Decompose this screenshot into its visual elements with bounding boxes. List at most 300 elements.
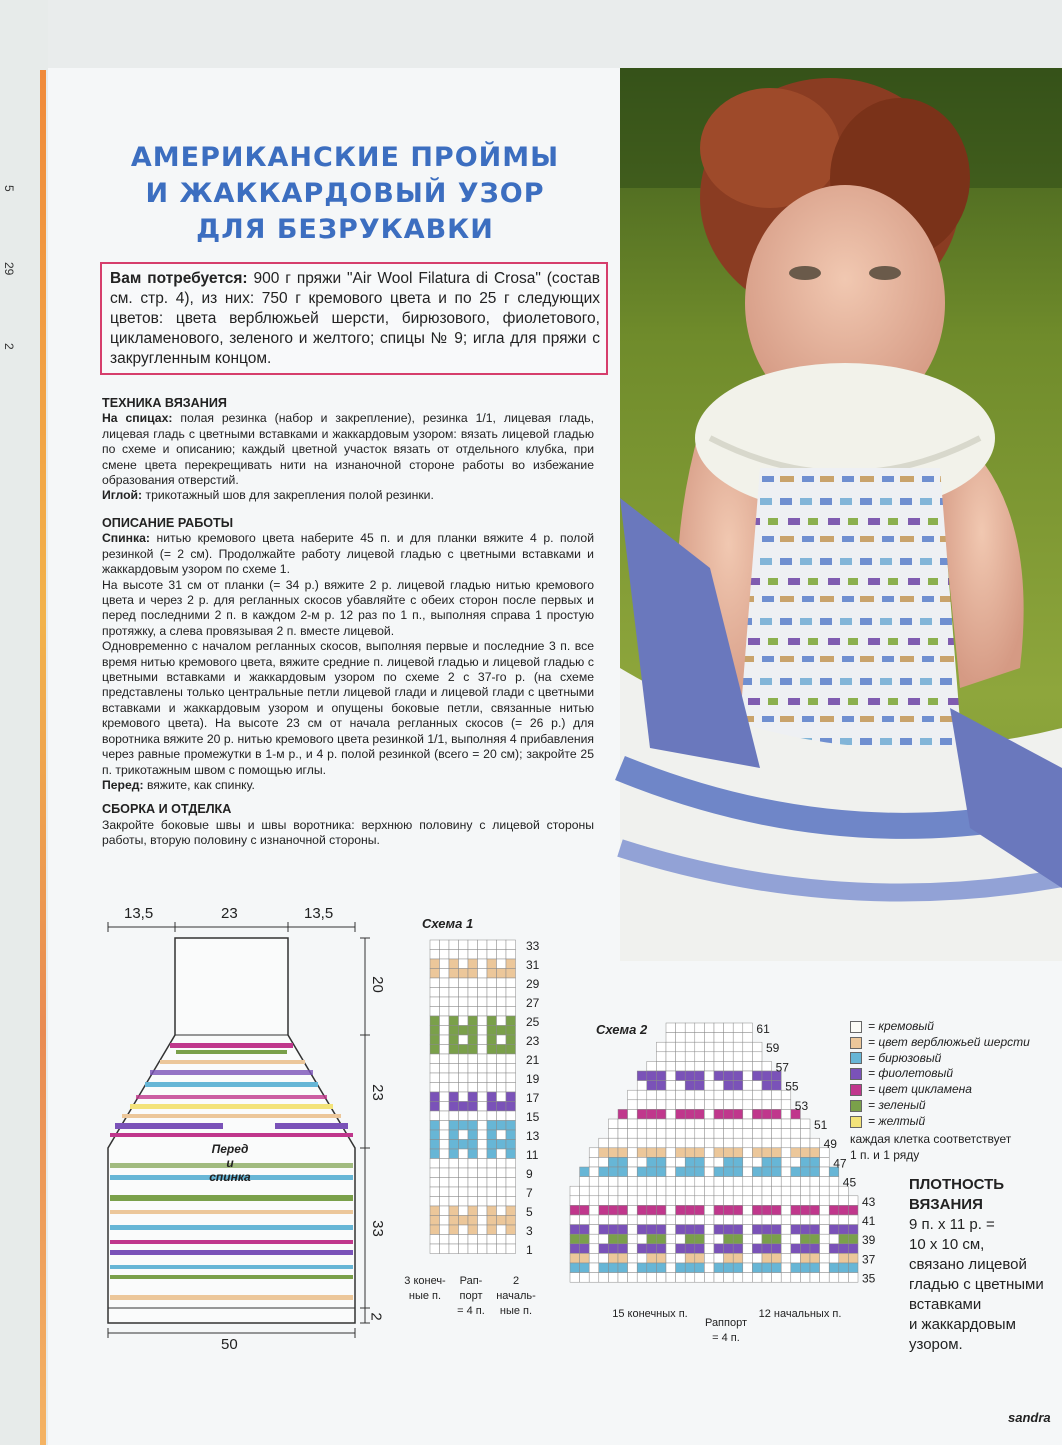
- grid-cell: [478, 1121, 488, 1131]
- grid-cell: [449, 1187, 459, 1197]
- grid-cell: [800, 1263, 810, 1273]
- grid-cell: [497, 1111, 507, 1121]
- grid-cell: [440, 1206, 450, 1216]
- grid-cell: [449, 1130, 459, 1140]
- grid-cell: [599, 1225, 609, 1235]
- grid-cell: [733, 1244, 743, 1254]
- technique-needle: Иглой: трикотажный шов для закрепления полой резинки.: [102, 488, 434, 503]
- color-legend: [850, 1019, 1030, 1163]
- grid-cell: [781, 1234, 791, 1244]
- grid-cell: [695, 1177, 705, 1187]
- grid-cell: [647, 1071, 657, 1081]
- grid-cell: [647, 1081, 657, 1091]
- grid-cell: [752, 1186, 762, 1196]
- grid-cell: [685, 1023, 695, 1033]
- grid-cell: [599, 1253, 609, 1263]
- grid-cell: [449, 988, 459, 998]
- grid-cell: [440, 1159, 450, 1169]
- gauge-section: [909, 1175, 1044, 1355]
- grid-cell: [478, 1007, 488, 1017]
- grid-cell: [781, 1157, 791, 1167]
- grid-cell: [810, 1177, 820, 1187]
- grid-cell: [628, 1253, 638, 1263]
- grid-cell: [618, 1263, 628, 1273]
- grid-cell: [637, 1081, 647, 1091]
- grid-cell: [685, 1109, 695, 1119]
- grid-cell: [733, 1273, 743, 1283]
- grid-cell: [781, 1263, 791, 1273]
- grid-cell: [440, 1130, 450, 1140]
- grid-cell: [478, 1235, 488, 1245]
- grid-cell: [752, 1234, 762, 1244]
- grid-cell: [478, 1073, 488, 1083]
- grid-cell: [733, 1090, 743, 1100]
- grid-cell: [695, 1157, 705, 1167]
- grid-cell: [733, 1023, 743, 1033]
- width-label: 13,5: [304, 905, 334, 922]
- grid-cell: [647, 1186, 657, 1196]
- grid-cell: [487, 978, 497, 988]
- grid-cell: [666, 1138, 676, 1148]
- grid-cell: [589, 1225, 599, 1235]
- grid-cell: [704, 1205, 714, 1215]
- grid-cell: [628, 1234, 638, 1244]
- grid-cell: [791, 1253, 801, 1263]
- grid-cell: [676, 1052, 686, 1062]
- grid-cell: [676, 1196, 686, 1206]
- grid-cell: [589, 1177, 599, 1187]
- grid-cell: [685, 1081, 695, 1091]
- grid-cell: [733, 1215, 743, 1225]
- grid-cell: [570, 1244, 580, 1254]
- grid-cell: [695, 1033, 705, 1043]
- grid-cell: [781, 1215, 791, 1225]
- grid-cell: [743, 1263, 753, 1273]
- grid-cell: [733, 1177, 743, 1187]
- grid-cell: [772, 1215, 782, 1225]
- gauge-line: и жаккардовым: [909, 1316, 1016, 1333]
- grid-cell: [468, 1016, 478, 1026]
- grid-cell: [829, 1273, 839, 1283]
- grid-cell: [608, 1148, 618, 1158]
- grid-cell: [608, 1263, 618, 1273]
- grid-cell: [724, 1109, 734, 1119]
- grid-cell: [685, 1033, 695, 1043]
- grid-cell: [440, 1149, 450, 1159]
- grid-cell: [440, 1007, 450, 1017]
- grid-cell: [676, 1273, 686, 1283]
- grid-cell: [468, 1187, 478, 1197]
- grid-cell: [656, 1138, 666, 1148]
- grid-cell: [676, 1071, 686, 1081]
- grid-cell: [743, 1071, 753, 1081]
- grid-cell: [478, 950, 488, 960]
- grid-cell: [666, 1225, 676, 1235]
- grid-cell: [752, 1042, 762, 1052]
- grid-cell: [656, 1196, 666, 1206]
- grid-cell: [772, 1186, 782, 1196]
- grid-cell: [647, 1100, 657, 1110]
- grid-cell: [714, 1167, 724, 1177]
- schematic-label: Перед и спинка: [209, 1142, 251, 1184]
- grid-cell: [829, 1215, 839, 1225]
- grid-cell: [430, 1007, 440, 1017]
- grid-cell: [449, 1083, 459, 1093]
- grid-cell: [449, 1073, 459, 1083]
- grid-cell: [666, 1167, 676, 1177]
- grid-cell: [647, 1148, 657, 1158]
- grid-cell: [762, 1109, 772, 1119]
- grid-cell: [506, 1102, 516, 1112]
- grid-cell: [829, 1177, 839, 1187]
- grid-cell: [685, 1196, 695, 1206]
- grid-cell: [468, 1178, 478, 1188]
- grid-cell: [506, 1140, 516, 1150]
- grid-cell: [506, 1007, 516, 1017]
- grid-cell: [772, 1225, 782, 1235]
- grid-cell: [733, 1129, 743, 1139]
- grid-cell: [440, 1083, 450, 1093]
- grid-cell: [743, 1033, 753, 1043]
- grid-cell: [772, 1119, 782, 1129]
- grid-cell: [800, 1129, 810, 1139]
- grid-cell: [704, 1052, 714, 1062]
- grid-cell: [618, 1109, 628, 1119]
- grid-cell: [810, 1215, 820, 1225]
- row-number: 5: [526, 1205, 533, 1219]
- grid-cell: [810, 1148, 820, 1158]
- grid-cell: [772, 1167, 782, 1177]
- grid-cell: [506, 1026, 516, 1036]
- grid-cell: [656, 1042, 666, 1052]
- grid-cell: [820, 1253, 830, 1263]
- assembly-heading: СБОРКА И ОТДЕЛКА: [102, 802, 232, 817]
- grid-cell: [608, 1234, 618, 1244]
- grid-cell: [829, 1196, 839, 1206]
- grid-cell: [497, 1235, 507, 1245]
- grid-cell: [487, 1045, 497, 1055]
- grid-cell: [772, 1109, 782, 1119]
- grid-cell: [752, 1177, 762, 1187]
- swatch: [850, 1037, 862, 1049]
- grid-cell: [459, 959, 469, 969]
- grid-cell: [478, 1244, 488, 1254]
- grid-cell: [628, 1167, 638, 1177]
- grid-cell: [459, 1111, 469, 1121]
- grid-cell: [714, 1061, 724, 1071]
- grid-cell: [449, 959, 459, 969]
- grid-cell: [733, 1109, 743, 1119]
- grid-cell: [714, 1033, 724, 1043]
- grid-cell: [791, 1234, 801, 1244]
- grid-cell: [647, 1253, 657, 1263]
- grid-cell: [608, 1215, 618, 1225]
- grid-cell: [752, 1167, 762, 1177]
- description-p2: На высоте 31 см от планки (= 34 р.) вяжите 2 р. лицевой гладью нитью кремового цвета и через 2 р. для регланных скосов убавляйте с обеих сторон после первых и перед последними 2 п. в каждом 2-м р. 12 раз по 1 п., выполняя справа 1 простую протяжку, а слева провязывая 2 п. вместе лицевой.: [102, 577, 594, 638]
- grid-cell: [820, 1234, 830, 1244]
- grid-cell: [497, 940, 507, 950]
- grid-cell: [628, 1148, 638, 1158]
- grid-cell: [800, 1167, 810, 1177]
- grid-cell: [666, 1081, 676, 1091]
- grid-cell: [618, 1177, 628, 1187]
- row-number: 25: [526, 1015, 540, 1029]
- grid-cell: [637, 1129, 647, 1139]
- grid-cell: [676, 1205, 686, 1215]
- grid-cell: [637, 1071, 647, 1081]
- grid-cell: [440, 1197, 450, 1207]
- grid-cell: [430, 1092, 440, 1102]
- legend-item: = фиолетовый: [850, 1066, 1030, 1082]
- grid-cell: [685, 1215, 695, 1225]
- grid-cell: [714, 1081, 724, 1091]
- gauge-line: 9 п. х 11 р. =: [909, 1216, 995, 1233]
- grid-cell: [487, 959, 497, 969]
- grid-cell: [570, 1225, 580, 1235]
- grid-cell: [666, 1042, 676, 1052]
- title-line: И ЖАККАРДОВЫЙ УЗОР: [145, 178, 545, 209]
- grid-cell: [478, 1206, 488, 1216]
- grid-cell: [497, 1130, 507, 1140]
- grid-cell: [781, 1167, 791, 1177]
- grid-cell: [449, 1111, 459, 1121]
- grid-cell: [733, 1253, 743, 1263]
- grid-cell: [459, 1206, 469, 1216]
- grid-cell: [762, 1234, 772, 1244]
- scheme-1-title: Схема 1: [422, 916, 474, 931]
- grid-cell: [762, 1215, 772, 1225]
- grid-cell: [752, 1081, 762, 1091]
- grid-cell: [589, 1157, 599, 1167]
- grid-cell: [743, 1273, 753, 1283]
- grid-cell: [695, 1100, 705, 1110]
- grid-cell: [570, 1234, 580, 1244]
- grid-cell: [478, 1187, 488, 1197]
- grid-cell: [459, 1035, 469, 1045]
- grid-cell: [743, 1244, 753, 1254]
- grid-cell: [714, 1263, 724, 1273]
- grid-cell: [589, 1196, 599, 1206]
- grid-cell: [695, 1023, 705, 1033]
- scheme-2-note-mid: Раппорт = 4 п.: [704, 1317, 748, 1344]
- description-section: [102, 508, 594, 849]
- grid-cell: [714, 1042, 724, 1052]
- grid-cell: [459, 1140, 469, 1150]
- grid-cell: [791, 1129, 801, 1139]
- grid-cell: [724, 1167, 734, 1177]
- grid-cell: [487, 1073, 497, 1083]
- grid-cell: [685, 1061, 695, 1071]
- grid-cell: [589, 1234, 599, 1244]
- grid-cell: [459, 1092, 469, 1102]
- grid-cell: [685, 1167, 695, 1177]
- grid-cell: [468, 988, 478, 998]
- grid-cell: [743, 1196, 753, 1206]
- grid-cell: [459, 1073, 469, 1083]
- grid-cell: [724, 1263, 734, 1273]
- grid-cell: [637, 1253, 647, 1263]
- title-line: ДЛЯ БЕЗРУКАВКИ: [196, 214, 494, 245]
- grid-cell: [704, 1090, 714, 1100]
- grid-cell: [599, 1167, 609, 1177]
- grid-cell: [666, 1061, 676, 1071]
- grid-cell: [733, 1263, 743, 1273]
- grid-cell: [772, 1177, 782, 1187]
- grid-cell: [762, 1138, 772, 1148]
- grid-cell: [487, 988, 497, 998]
- grid-cell: [752, 1244, 762, 1254]
- grid-cell: [752, 1061, 762, 1071]
- grid-cell: [618, 1196, 628, 1206]
- grid-cell: [497, 1064, 507, 1074]
- row-number: 9: [526, 1167, 533, 1181]
- grid-cell: [440, 1225, 450, 1235]
- grid-cell: [647, 1109, 657, 1119]
- grid-cell: [637, 1090, 647, 1100]
- grid-cell: [589, 1215, 599, 1225]
- grid-cell: [724, 1023, 734, 1033]
- grid-cell: [724, 1215, 734, 1225]
- description-front: Перед: вяжите, как спинку.: [102, 777, 255, 792]
- grid-cell: [762, 1205, 772, 1215]
- grid-cell: [772, 1100, 782, 1110]
- grid-cell: [772, 1205, 782, 1215]
- grid-cell: [580, 1186, 590, 1196]
- grid-cell: [733, 1071, 743, 1081]
- grid-cell: [666, 1244, 676, 1254]
- grid-cell: [449, 1007, 459, 1017]
- grid-cell: [497, 978, 507, 988]
- grid-cell: [743, 1129, 753, 1139]
- grid-cell: [666, 1100, 676, 1110]
- grid-cell: [714, 1253, 724, 1263]
- grid-cell: [772, 1273, 782, 1283]
- grid-cell: [772, 1253, 782, 1263]
- grid-cell: [430, 1159, 440, 1169]
- grid-cell: [430, 1149, 440, 1159]
- row-number: 39: [862, 1233, 876, 1248]
- grid-cell: [440, 969, 450, 979]
- grid-cell: [772, 1196, 782, 1206]
- grid-cell: [695, 1138, 705, 1148]
- row-number: 13: [526, 1129, 540, 1143]
- grid-cell: [800, 1196, 810, 1206]
- grid-cell: [676, 1100, 686, 1110]
- grid-cell: [468, 1206, 478, 1216]
- grid-cell: [506, 950, 516, 960]
- grid-cell: [506, 1064, 516, 1074]
- grid-cell: [478, 1168, 488, 1178]
- grid-cell: [628, 1273, 638, 1283]
- grid-cell: [628, 1225, 638, 1235]
- grid-cell: [449, 978, 459, 988]
- grid-cell: [810, 1225, 820, 1235]
- grid-cell: [714, 1138, 724, 1148]
- grid-cell: [733, 1052, 743, 1062]
- grid-cell: [487, 1168, 497, 1178]
- grid-cell: [647, 1225, 657, 1235]
- grid-cell: [618, 1215, 628, 1225]
- grid-cell: [430, 969, 440, 979]
- grid-cell: [497, 1083, 507, 1093]
- scheme-1-note-right: 2 началь- ные п.: [496, 1275, 536, 1317]
- grid-cell: [666, 1109, 676, 1119]
- grid-cell: [772, 1090, 782, 1100]
- grid-cell: [772, 1148, 782, 1158]
- grid-cell: [704, 1100, 714, 1110]
- grid-cell: [506, 1187, 516, 1197]
- grid-cell: [589, 1148, 599, 1158]
- grid-cell: [506, 1083, 516, 1093]
- grid-cell: [637, 1225, 647, 1235]
- grid-cell: [695, 1196, 705, 1206]
- row-number: 47: [833, 1156, 847, 1171]
- grid-cell: [580, 1196, 590, 1206]
- grid-cell: [487, 1092, 497, 1102]
- grid-cell: [449, 1054, 459, 1064]
- grid-cell: [781, 1186, 791, 1196]
- grid-cell: [580, 1177, 590, 1187]
- grid-cell: [459, 1045, 469, 1055]
- grid-cell: [468, 1083, 478, 1093]
- grid-cell: [487, 1244, 497, 1254]
- grid-cell: [752, 1052, 762, 1062]
- grid-cell: [704, 1148, 714, 1158]
- grid-cell: [704, 1263, 714, 1273]
- row-number: 11: [526, 1148, 539, 1162]
- grid-cell: [839, 1215, 849, 1225]
- grid-cell: [791, 1215, 801, 1225]
- grid-cell: [608, 1186, 618, 1196]
- grid-cell: [647, 1273, 657, 1283]
- grid-cell: [449, 1064, 459, 1074]
- grid-cell: [628, 1129, 638, 1139]
- grid-cell: [724, 1148, 734, 1158]
- grid-cell: [656, 1090, 666, 1100]
- grid-cell: [440, 1216, 450, 1226]
- grid-cell: [487, 1111, 497, 1121]
- grid-cell: [468, 1111, 478, 1121]
- grid-cell: [676, 1234, 686, 1244]
- grid-cell: [714, 1244, 724, 1254]
- grid-cell: [647, 1215, 657, 1225]
- spine-number: 5: [2, 185, 16, 192]
- grid-cell: [685, 1225, 695, 1235]
- grid-cell: [647, 1244, 657, 1254]
- grid-cell: [628, 1244, 638, 1254]
- grid-cell: [724, 1119, 734, 1129]
- grid-cell: [733, 1167, 743, 1177]
- grid-cell: [839, 1205, 849, 1215]
- grid-cell: [589, 1273, 599, 1283]
- gauge-line: 10 х 10 см,: [909, 1236, 985, 1253]
- grid-cell: [430, 1073, 440, 1083]
- grid-cell: [733, 1081, 743, 1091]
- grid-cell: [506, 1168, 516, 1178]
- grid-cell: [752, 1071, 762, 1081]
- grid-cell: [762, 1186, 772, 1196]
- grid-cell: [497, 1149, 507, 1159]
- grid-cell: [430, 1216, 440, 1226]
- grid-cell: [666, 1205, 676, 1215]
- grid-cell: [459, 1159, 469, 1169]
- grid-cell: [478, 1083, 488, 1093]
- grid-cell: [580, 1167, 590, 1177]
- swatch: [850, 1084, 862, 1096]
- grid-cell: [656, 1109, 666, 1119]
- grid-cell: [478, 1140, 488, 1150]
- grid-cell: [459, 1244, 469, 1254]
